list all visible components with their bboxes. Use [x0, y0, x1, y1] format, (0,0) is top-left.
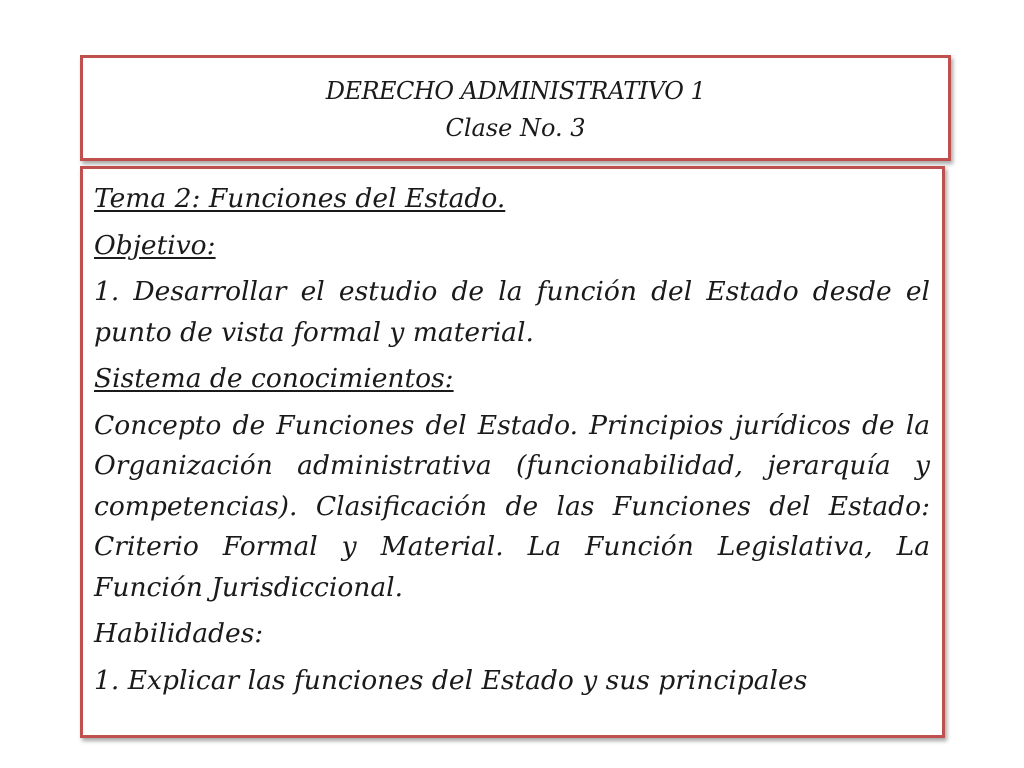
title-box [80, 55, 951, 161]
content-box [80, 166, 945, 738]
objective-text: 1. Desarrollar el estudio de la función del Estado desde el punto de vista formal y material. [94, 276, 930, 348]
topic-heading: Tema 2: Funciones del Estado. [94, 183, 506, 214]
class-number: Clase No. 3 [445, 114, 586, 142]
knowledge-text: Concepto de Funciones del Estado. Principios jurídicos de la Organización administrativa (funcionabilidad, jerarquía y competencias). Clasificación de las Funciones del Estado: Criterio Formal y Material. La Función Legislativa, La Función Jurisdiccional. [94, 409, 930, 603]
skills-text: 1. Explicar las funciones del Estado y sus principales [94, 664, 808, 696]
knowledge-heading: Sistema de conocimientos: [94, 363, 454, 394]
skills-heading: Habilidades: [94, 618, 264, 649]
course-title: DERECHO ADMINISTRATIVO 1 [325, 77, 706, 105]
objective-heading: Objetivo: [94, 229, 216, 261]
